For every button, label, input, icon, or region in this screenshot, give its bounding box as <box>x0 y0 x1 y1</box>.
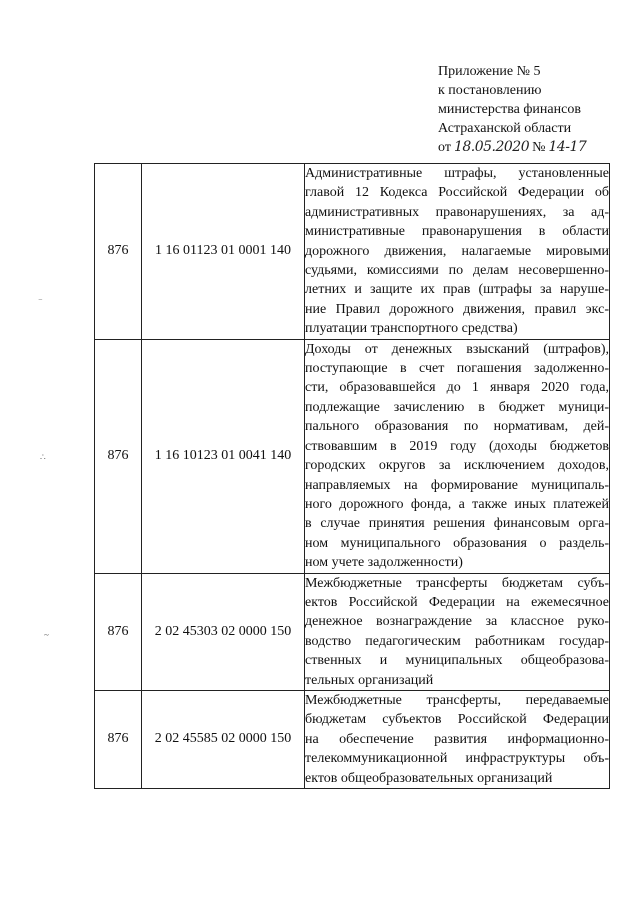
description-line: Межбюджетные трансферты бюджетам субъ- <box>305 575 609 591</box>
description-line: ном муниципального образования о раздель- <box>305 535 609 551</box>
description-cell <box>305 573 610 690</box>
admin-code-cell: 876 <box>95 164 142 340</box>
description-line: городских округов за исключением доходов, <box>305 458 609 474</box>
description-line: тельных организаций <box>305 672 434 688</box>
budget-code-cell: 2 02 45303 02 0000 150 <box>142 573 305 690</box>
table-row <box>95 339 610 573</box>
handwritten-date: 18.05.2020 <box>453 139 530 155</box>
description-line: плуатации транспортного средства) <box>305 321 518 337</box>
appendix-resolution-line: к постановлению <box>438 83 542 98</box>
scan-speck: ~ <box>44 630 49 640</box>
description-line: административных правонарушениях, за ад- <box>305 204 609 220</box>
description-line: сти, образовавшейся до 1 января 2020 года, <box>305 380 609 396</box>
description-line: ного дорожного фонда, а также иных платежей <box>305 496 609 512</box>
description-line: ектов Российской Федерации на ежемесячное <box>305 594 609 610</box>
scan-speck: ∴ <box>40 452 46 462</box>
budget-code-cell: 1 16 10123 01 0041 140 <box>142 339 305 573</box>
appendix-region-line: Астраханской области <box>438 121 572 136</box>
description-line: телекоммуникационной инфраструктуры объ- <box>305 751 609 767</box>
handwritten-number: 14-17 <box>548 139 587 155</box>
appendix-header <box>438 62 586 157</box>
scan-speck: ⁻ <box>38 296 43 306</box>
appendix-number: Приложение № 5 <box>438 64 541 79</box>
description-line: министративные правонарушения в области <box>305 224 609 240</box>
description-line: дорожного движения, налагаемые мировыми <box>305 243 609 259</box>
description-cell <box>305 690 610 788</box>
budget-code-cell: 1 16 01123 01 0001 140 <box>142 164 305 340</box>
description-line: Межбюджетные трансферты, передаваемые <box>305 692 609 708</box>
description-line: ственных и муниципальных общеобразова- <box>305 653 609 669</box>
revenue-codes-table <box>94 163 610 789</box>
description-line: денежное вознаграждение за классное руко- <box>305 614 609 630</box>
admin-code-cell: 876 <box>95 339 142 573</box>
table-row <box>95 164 610 340</box>
appendix-ministry-line: министерства финансов <box>438 102 581 117</box>
description-line: ном учете задолженности) <box>305 555 463 571</box>
budget-code-cell: 2 02 45585 02 0000 150 <box>142 690 305 788</box>
description-cell <box>305 164 610 340</box>
description-line: главой 12 Кодекса Российской Федерации об <box>305 185 609 201</box>
description-line: поступающие в счет погашения задолженно- <box>305 361 609 377</box>
description-line: в случае принятия решения финансовым орга- <box>305 516 609 532</box>
description-line: ние Правил дорожного движения, правил экс- <box>305 301 609 317</box>
description-line: ствовавшим в 2019 году (доходы бюджетов <box>305 438 609 454</box>
description-line: водство педагогическим работникам государ- <box>305 633 609 649</box>
description-line: Доходы от денежных взысканий (штрафов), <box>305 341 609 357</box>
admin-code-cell: 876 <box>95 573 142 690</box>
table-row <box>95 573 610 690</box>
description-line: бюджетам субъектов Российской Федерации <box>305 712 609 728</box>
description-line: направляемых на формирование муниципаль- <box>305 477 609 493</box>
description-line: подлежащие зачислению в бюджет муници- <box>305 399 609 415</box>
description-line: Административные штрафы, установленные <box>305 166 609 181</box>
description-line: летних и защите их прав (штрафы за наруше- <box>305 282 609 298</box>
number-sign: № <box>532 140 546 155</box>
admin-code-cell: 876 <box>95 690 142 788</box>
date-prefix: от <box>438 140 451 155</box>
description-line: пального образования по нормативам, дей- <box>305 419 609 435</box>
description-line: на обеспечение развития информационно- <box>305 731 609 747</box>
table-row <box>95 690 610 788</box>
description-line: судьями, комиссиями по делам несовершенно- <box>305 263 609 279</box>
description-cell <box>305 339 610 573</box>
appendix-date-line <box>438 138 586 157</box>
description-line: ектов общеобразовательных организаций <box>305 770 553 786</box>
